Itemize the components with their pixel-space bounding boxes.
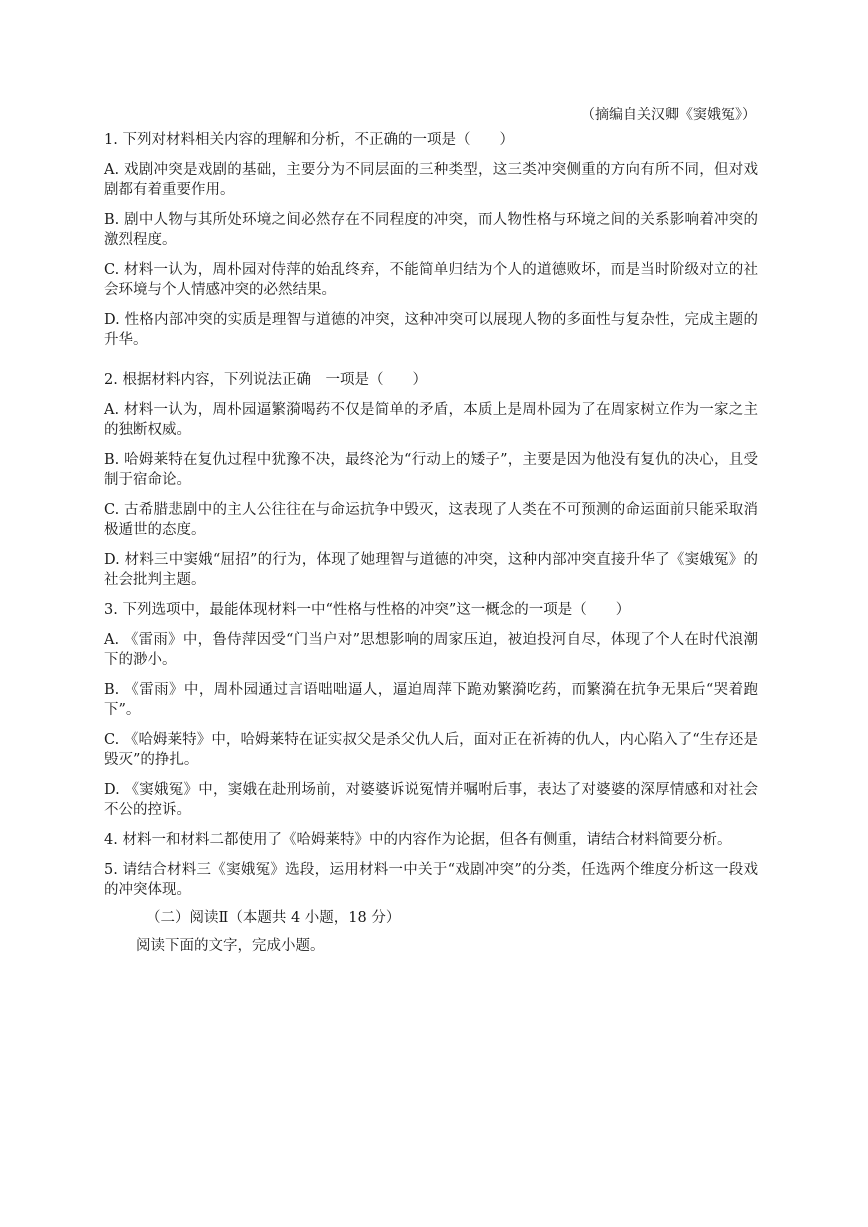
question-stem: 4. 材料一和材料二都使用了《哈姆莱特》中的内容作为论据，但各有侧重，请结合材料简要分析。	[104, 832, 732, 848]
question-list	[104, 130, 758, 956]
option-a: A. 戏剧冲突是戏剧的基础，主要分为不同层面的三种类型，这三类冲突侧重的方向有所不同，但对戏剧都有着重要作用。	[104, 162, 758, 198]
option-a: A. 《雷雨》中，鲁侍萍因受“门当户对”思想影响的周家压迫，被迫投河自尽，体现了个人在时代浪潮下的渺小。	[104, 632, 758, 668]
source-citation: （摘编自关汉卿《窦娥冤》）	[581, 107, 756, 123]
question-stem: 5. 请结合材料三《窦娥冤》选段，运用材料一中关于“戏剧冲突”的分类，任选两个维度分析这一段戏的冲突体现。	[104, 862, 758, 898]
question-4	[104, 830, 758, 850]
question-2	[104, 370, 758, 590]
option-b: B. 《雷雨》中，周朴园通过言语咄咄逼人，逼迫周萍下跪劝繁漪吃药，而繁漪在抗争无果后“哭着跑下”。	[104, 682, 758, 718]
option-d: D. 材料三中窦娥“屈招”的行为，体现了她理智与道德的冲突，这种内部冲突直接升华了《窦娥冤》的社会批判主题。	[104, 552, 758, 588]
option-d: D. 性格内部冲突的实质是理智与道德的冲突，这种冲突可以展现人物的多面性与复杂性，完成主题的升华。	[104, 312, 758, 348]
question-5	[104, 860, 758, 900]
option-c: C. 材料一认为，周朴园对侍萍的始乱终弃，不能简单归结为个人的道德败坏，而是当时阶级对立的社会环境与个人情感冲突的必然结果。	[104, 262, 758, 298]
option-b: B. 剧中人物与其所处环境之间必然存在不同程度的冲突，而人物性格与环境之间的关系影响着冲突的激烈程度。	[104, 212, 758, 248]
question-3	[104, 600, 758, 820]
section-title: （二）阅读Ⅱ（本题共 4 小题，18 分）	[146, 910, 401, 926]
option-d: D. 《窦娥冤》中，窦娥在赴刑场前，对婆婆诉说冤情并嘱咐后事，表达了对婆婆的深厚情感和对社会不公的控诉。	[104, 782, 758, 818]
option-c: C. 古希腊悲剧中的主人公往往在与命运抗争中毁灭，这表现了人类在不可预测的命运面前只能采取消极遁世的态度。	[104, 502, 758, 538]
option-b: B. 哈姆莱特在复仇过程中犹豫不决，最终沦为“行动上的矮子”，主要是因为他没有复仇的决心，且受制于宿命论。	[104, 452, 758, 488]
question-stem: 1. 下列对材料相关内容的理解和分析，不正确的一项是（ ）	[104, 132, 514, 148]
question-stem: 2. 根据材料内容，下列说法正确 一项是（ ）	[104, 372, 427, 388]
option-a: A. 材料一认为，周朴园逼繁漪喝药不仅是简单的矛盾，本质上是周朴园为了在周家树立作为一家之主的独断权威。	[104, 402, 758, 438]
question-1	[104, 130, 758, 350]
option-c: C. 《哈姆莱特》中，哈姆莱特在证实叔父是杀父仇人后，面对正在祈祷的仇人，内心陷入了“生存还是毁灭”的挣扎。	[104, 732, 758, 768]
reading-instruction: 阅读下面的文字，完成小题。	[136, 938, 325, 954]
question-stem: 3. 下列选项中，最能体现材料一中“性格与性格的冲突”这一概念的一项是（ ）	[104, 602, 631, 618]
